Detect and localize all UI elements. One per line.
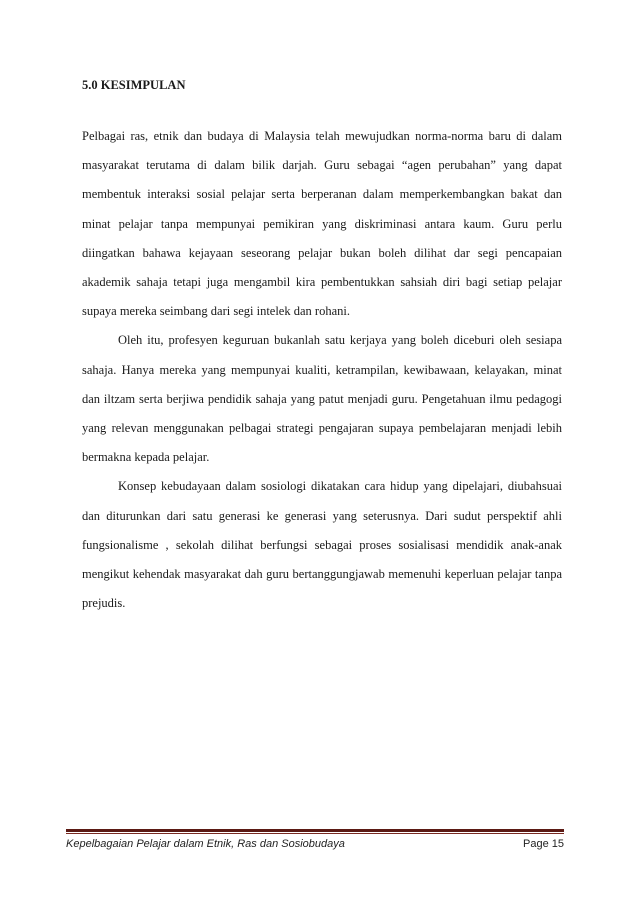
- paragraph-1: Pelbagai ras, etnik dan budaya di Malaysia telah mewujudkan norma-norma baru di dalam masyarakat terutama di dalam bilik darjah. Guru sebagai “agen perubahan” yang dapat membentuk interaksi sosial pelajar serta berperanan dalam memperkembangkan bakat dan minat pelajar tanpa mempunyai pemikiran yang diskriminasi antara kaum. Guru perlu diingatkan bahawa kejayaan seseorang pelajar bukan boleh dilihat dar segi pencapaian akademik sahaja tetapi juga mengambil kira pembentukkan sahsiah diri bagi setiap pelajar supaya mereka seimbang dari segi intelek dan rohani.: [82, 129, 562, 319]
- section-body: [82, 122, 562, 618]
- footer-rule-thick: [66, 829, 564, 832]
- footer-title: Kepelbagaian Pelajar dalam Etnik, Ras dan Sosiobudaya: [66, 838, 345, 850]
- section-heading: 5.0 KESIMPULAN: [82, 78, 186, 92]
- footer-rule-thin: [66, 833, 564, 834]
- paragraph-3: Konsep kebudayaan dalam sosiologi dikatakan cara hidup yang dipelajari, diubahsuai dan diturunkan dari satu generasi ke generasi yang seterusnya. Dari sudut perspektif ahli fungsionalisme , sekolah dilihat berfungsi sebagai proses sosialisasi mendidik anak-anak mengikut kehendak masyarakat dah guru bertanggungjawab memenuhi keperluan pelajar tanpa prejudis.: [82, 479, 562, 611]
- paragraph-2: Oleh itu, profesyen keguruan bukanlah satu kerjaya yang boleh diceburi oleh sesiapa sahaja. Hanya mereka yang mempunyai kualiti, ketrampilan, kewibawaan, kelayakan, minat dan iltzam serta berjiwa pendidik sahaja yang patut menjadi guru. Pengetahuan ilmu pedagogi yang relevan menggunakan pelbagai strategi pengajaran supaya pembelajaran menjadi lebih bermakna kepada pelajar.: [82, 333, 562, 465]
- page-number: Page 15: [523, 838, 564, 850]
